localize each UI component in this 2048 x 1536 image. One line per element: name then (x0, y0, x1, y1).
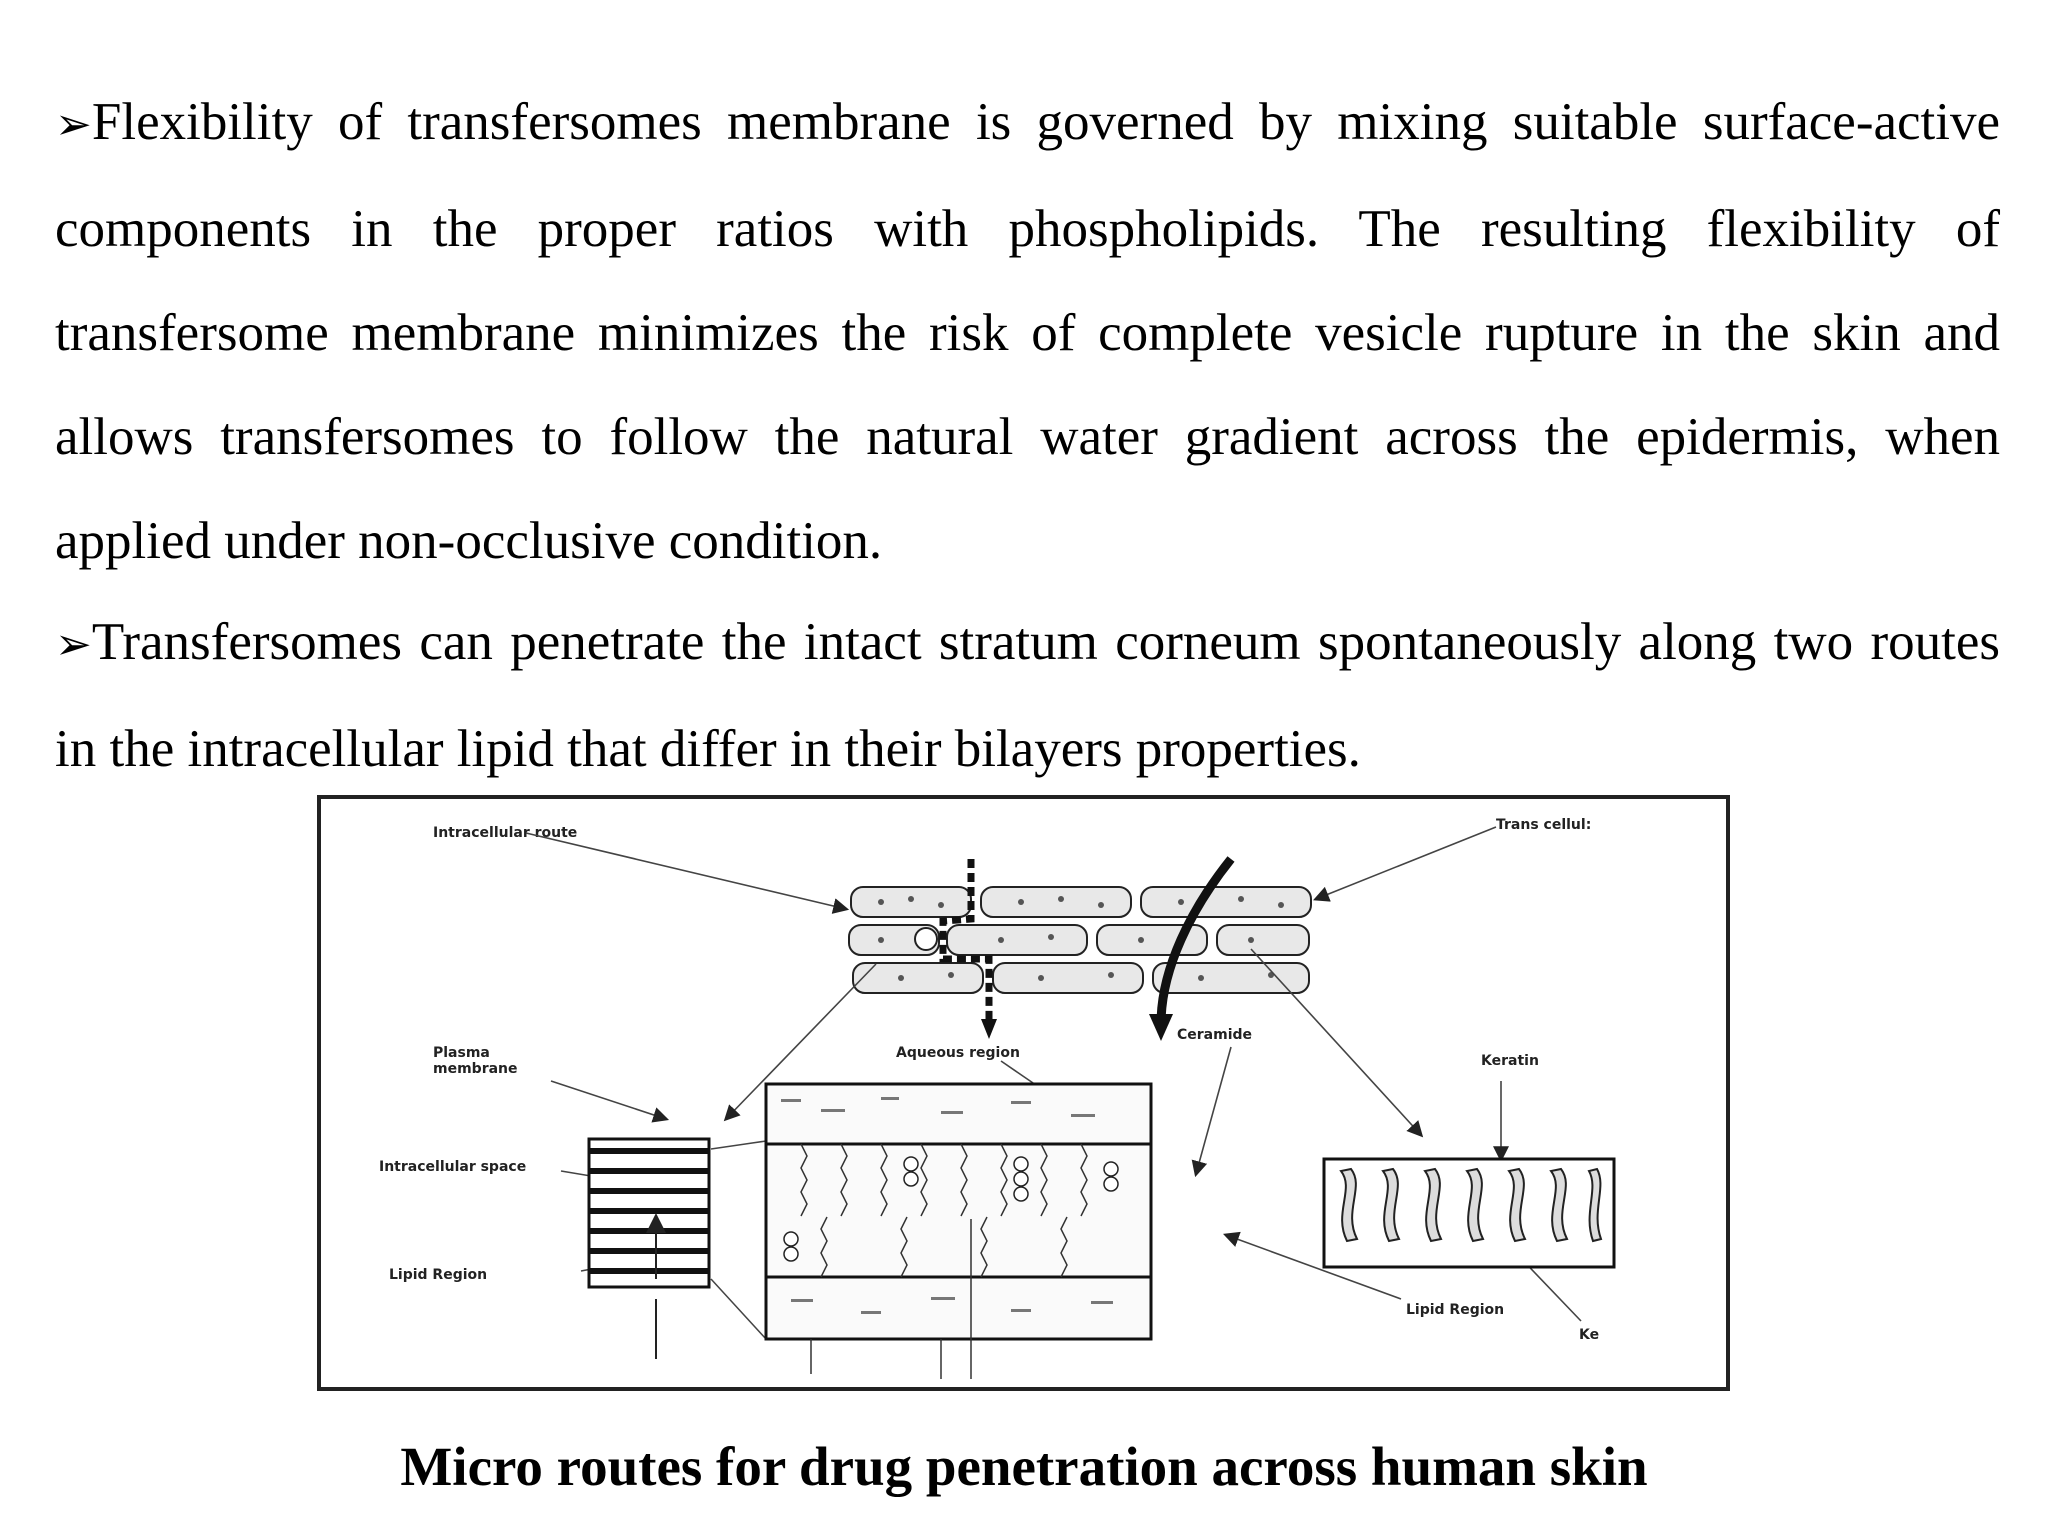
lipid-bilayer-stack (589, 1139, 709, 1359)
bilayer-detail-box (766, 1084, 1151, 1379)
transcellular-arrow-icon (1149, 1014, 1173, 1041)
figure-caption: Micro routes for drug penetration across human skin (400, 1436, 1648, 1497)
paragraph-penetration (55, 590, 2000, 801)
label-trans-cellular: Trans cellul: (1496, 817, 1592, 833)
label-intracellular-route: Intracellular route (433, 825, 578, 841)
label-intracellular-space: Intracellular space (379, 1159, 527, 1175)
skin-penetration-figure (317, 795, 1730, 1391)
label-aqueous-region: Aqueous region (896, 1045, 1020, 1061)
bullet-arrow-icon: ➢ (55, 99, 92, 150)
label-lipid-region-left: Lipid Region (389, 1267, 488, 1283)
keratin-box (1324, 1159, 1614, 1267)
label-ke: Ke (1579, 1327, 1600, 1343)
label-ceramide: Ceramide (1177, 1027, 1253, 1043)
skin-routes-diagram (321, 799, 1726, 1387)
bullet-arrow-icon: ➢ (55, 619, 92, 670)
label-lipid-region-right: Lipid Region (1406, 1302, 1505, 1318)
paragraph-text: Flexibility of transfersomes membrane is governed by mixing suitable surface-active components in the proper ratios with phospholipids. The resulting flexibility of transfersome membrane minimizes the risk of complete vesicle rupture in the skin and allows transfersomes to follow the natural water gradient across the epidermis, when applied under non-occlusive condition. (55, 93, 2000, 570)
label-keratin: Keratin (1481, 1053, 1539, 1069)
label-plasma-membrane-1: Plasma (433, 1045, 490, 1061)
paragraph-text: Transfersomes can penetrate the intact stratum corneum spontaneously along two routes in the intracellular lipid that differ in their bilayers properties. (55, 613, 2000, 778)
paragraph-flexibility (55, 70, 2000, 593)
label-plasma-membrane-2: membrane (433, 1061, 518, 1077)
